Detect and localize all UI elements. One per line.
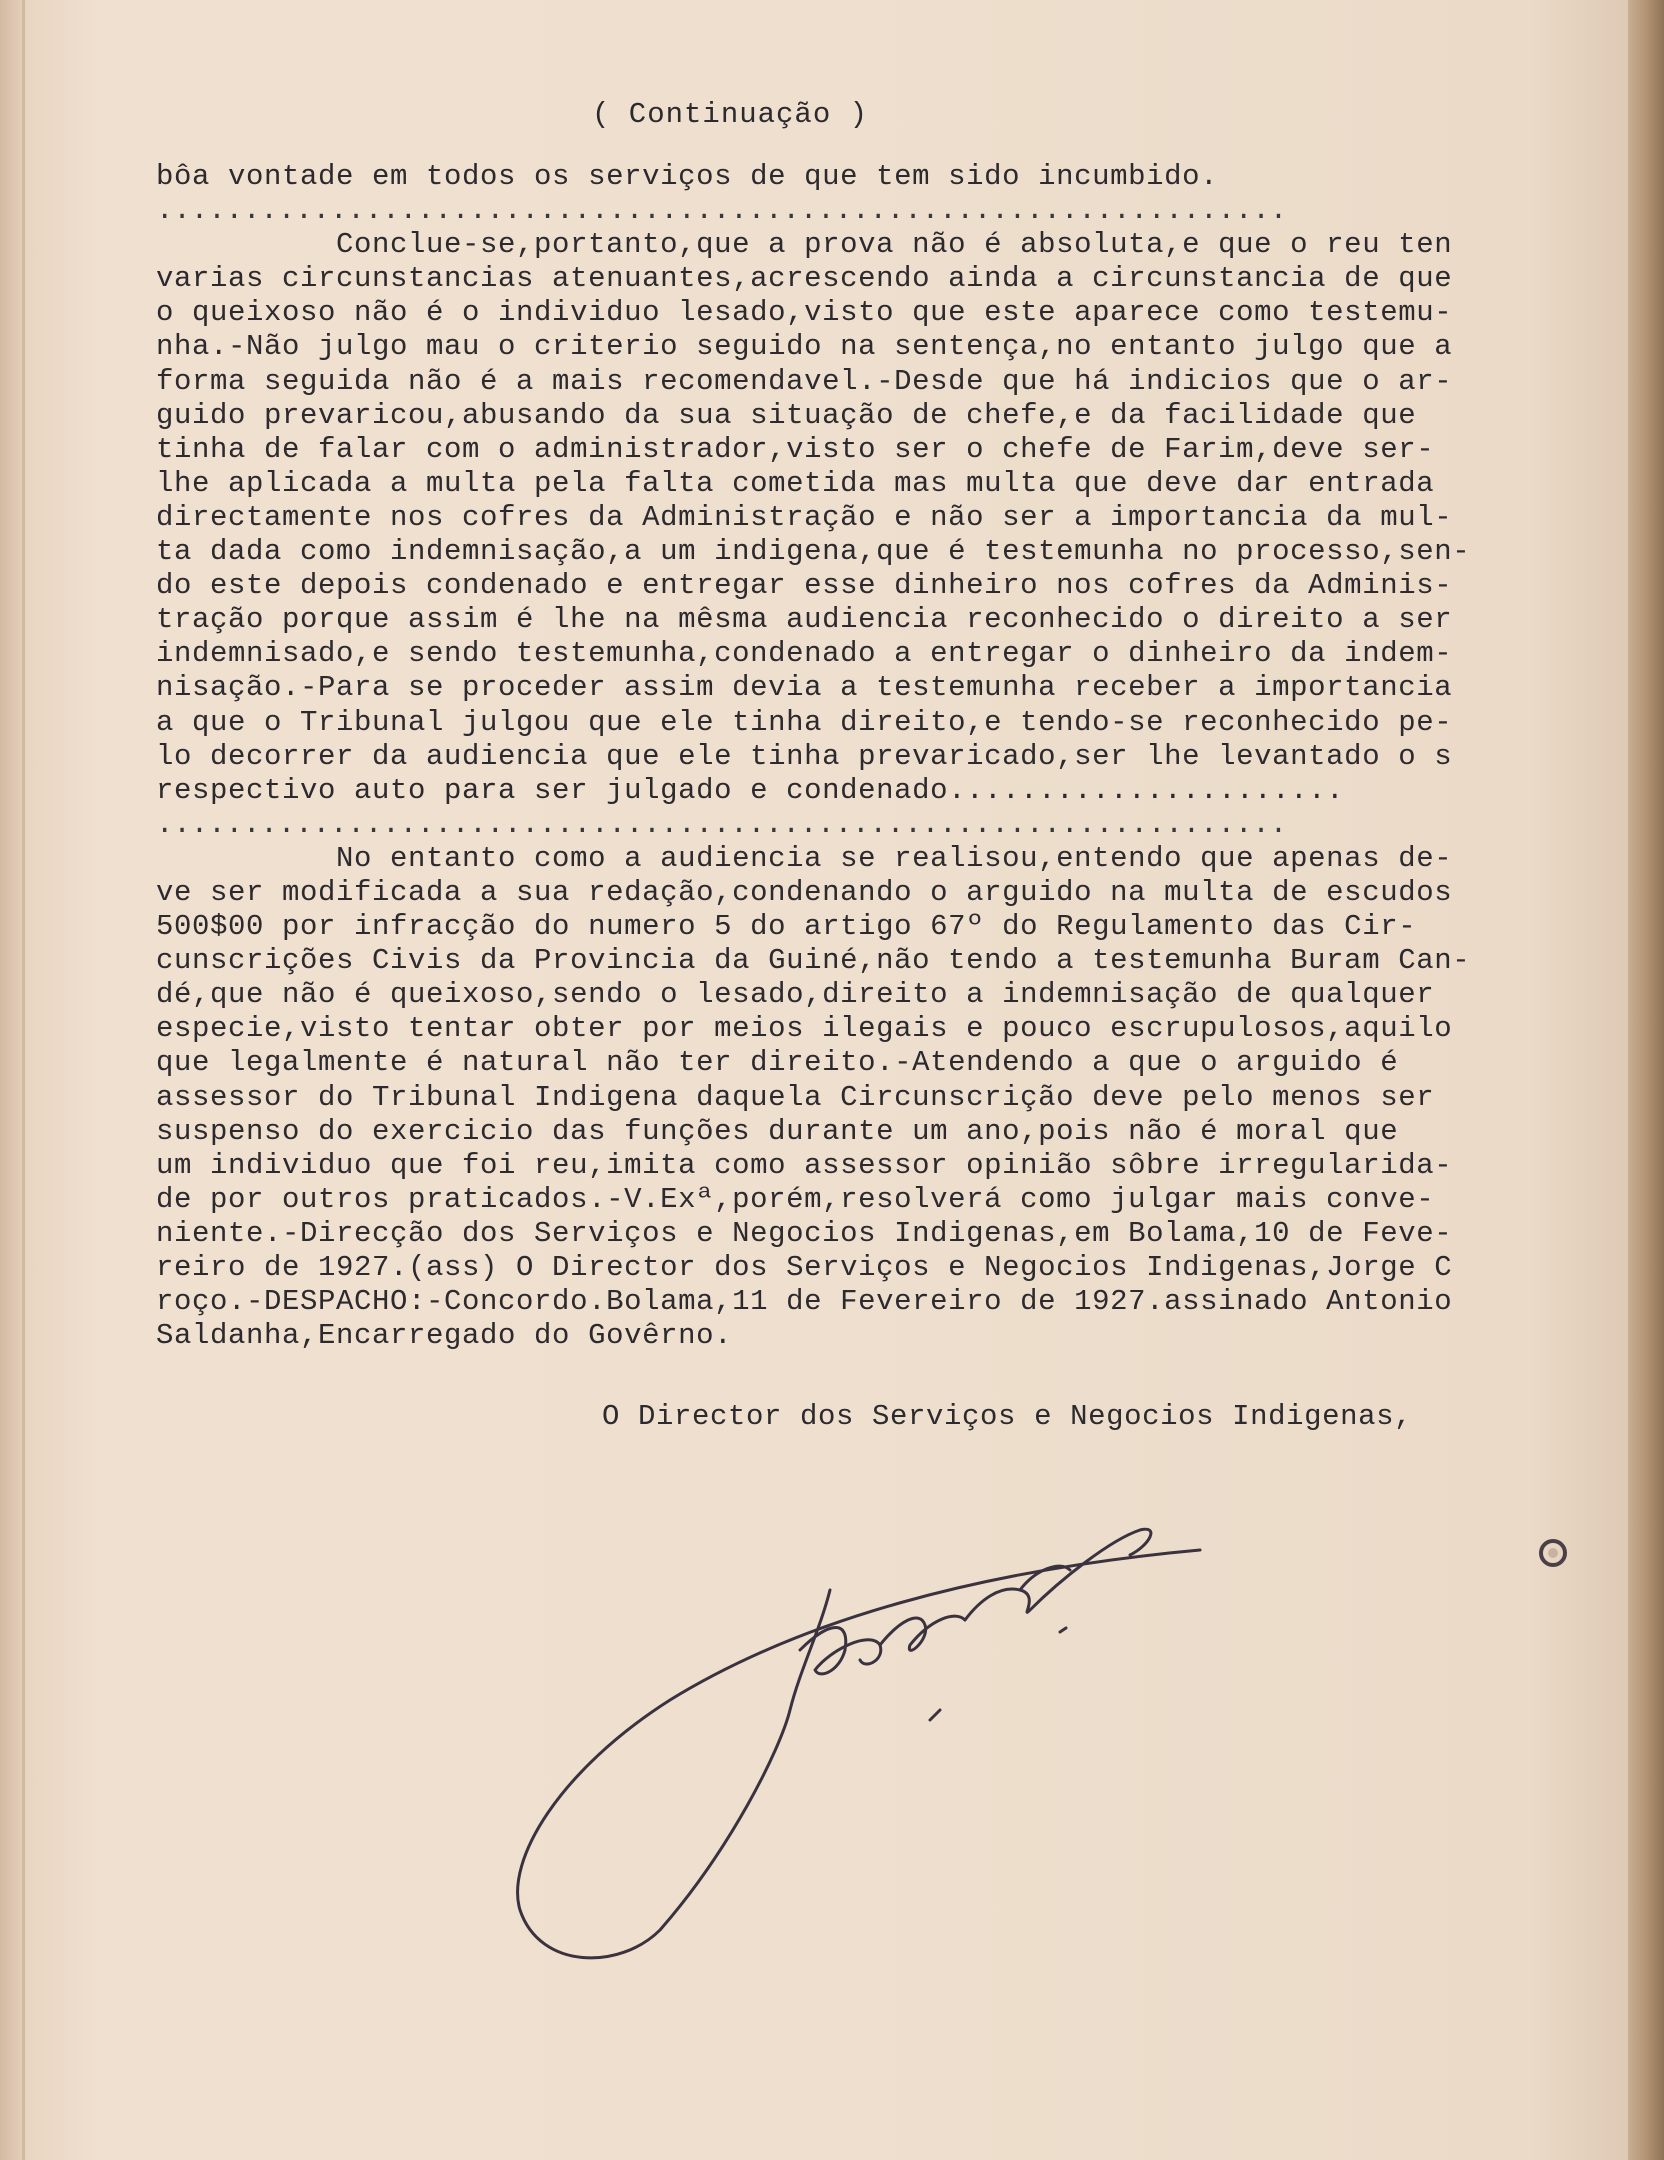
text-line: especie,visto tentar obter por meios ilegais e pouco escrupulosos,aquilo <box>156 1012 1453 1046</box>
text-line: indemnisado,e sendo testemunha,condenado a entregar o dinheiro da indem- <box>156 637 1453 671</box>
text-line: lhe aplicada a multa pela falta cometida mas multa que deve dar entrada <box>156 466 1435 500</box>
dotted-separator: ................................................................. <box>156 807 1288 841</box>
text-line: assessor do Tribunal Indigena daquela Circunscrição deve pelo menos ser <box>156 1080 1435 1114</box>
text-line: ve ser modificada a sua redação,condenando o arguido na multa de escudos <box>156 875 1453 909</box>
text-line: nisação.-Para se proceder assim devia a testemunha receber a importancia <box>156 671 1453 705</box>
text-line: cunscrições Civis da Provincia da Guiné,não tendo a testemunha Buram Can- <box>156 944 1471 978</box>
text-line: de por outros praticados.-V.Exª,porém,resolverá como julgar mais conve- <box>156 1182 1435 1216</box>
dotted-separator: ................................................................. <box>156 194 1288 228</box>
text-line: tinha de falar com o administrador,visto ser o chefe de Farim,deve ser- <box>156 432 1435 466</box>
text-line: guido prevaricou,abusando da sua situação de chefe,e da facilidade que <box>156 398 1417 432</box>
text-line: respectivo auto para ser julgado e condenado...................... <box>156 773 1345 807</box>
text-line: roço.-DESPACHO:-Concordo.Bolama,11 de Fevereiro de 1927.assinado Antonio <box>156 1285 1453 1319</box>
page-right-edge <box>1628 0 1664 2160</box>
page-fold-line <box>22 0 25 2160</box>
text-line: o queixoso não é o individuo lesado,visto que este aparece como testemu- <box>156 296 1453 330</box>
text-line: niente.-Direcção dos Serviços e Negocios Indigenas,em Bolama,10 de Feve- <box>156 1216 1453 1250</box>
text-line: dé,que não é queixoso,sendo o lesado,direito a indemnisação de qualquer <box>156 978 1435 1012</box>
text-line: 500$00 por infracção do numero 5 do artigo 67º do Regulamento das Cir- <box>156 910 1417 944</box>
continuation-header: ( Continuação ) <box>592 98 869 131</box>
handwritten-signature <box>500 1510 1240 1980</box>
text-line: tração porque assim é lhe na mêsma audiencia reconhecido o direito a ser <box>156 603 1453 637</box>
director-closing: O Director dos Serviços e Negocios Indigenas, <box>602 1400 1413 1433</box>
text-line: forma seguida não é a mais recomendavel.-Desde que há indicios que o ar- <box>156 364 1453 398</box>
text-line: ta dada como indemnisação,a um indigena,que é testemunha no processo,sen- <box>156 535 1471 569</box>
text-line: varias circunstancias atenuantes,acrescendo ainda a circunstancia de que <box>156 262 1453 296</box>
text-line: bôa vontade em todos os serviços de que tem sido incumbido. <box>156 160 1219 193</box>
text-line: No entanto como a audiencia se realisou,entendo que apenas de- <box>156 841 1453 875</box>
text-line: directamente nos cofres da Administração e não ser a importancia da mul- <box>156 500 1453 534</box>
text-line: lo decorrer da audiencia que ele tinha prevaricado,ser lhe levantado o s <box>156 739 1453 773</box>
text-line: suspenso do exercicio das funções durante um ano,pois não é moral que <box>156 1114 1399 1148</box>
text-line: que legalmente é natural não ter direito.-Atendendo a que o arguido é <box>156 1046 1399 1080</box>
text-line: Conclue-se,portanto,que a prova não é absoluta,e que o reu ten <box>156 228 1453 262</box>
text-line: a que o Tribunal julgou que ele tinha direito,e tendo-se reconhecido pe- <box>156 705 1453 739</box>
text-line: do este depois condenado e entregar esse dinheiro nos cofres da Adminis- <box>156 569 1453 603</box>
body-text <box>156 160 1628 1353</box>
ink-stain <box>1536 1536 1570 1570</box>
text-line: nha.-Não julgo mau o criterio seguido na sentença,no entanto julgo que a <box>156 330 1453 364</box>
text-line: reiro de 1927.(ass) O Director dos Serviços e Negocios Indigenas,Jorge C <box>156 1251 1453 1284</box>
text-line: um individuo que foi reu,imita como assessor opinião sôbre irregularida- <box>156 1148 1453 1182</box>
text-line: Saldanha,Encarregado do Govêrno. <box>156 1319 733 1353</box>
